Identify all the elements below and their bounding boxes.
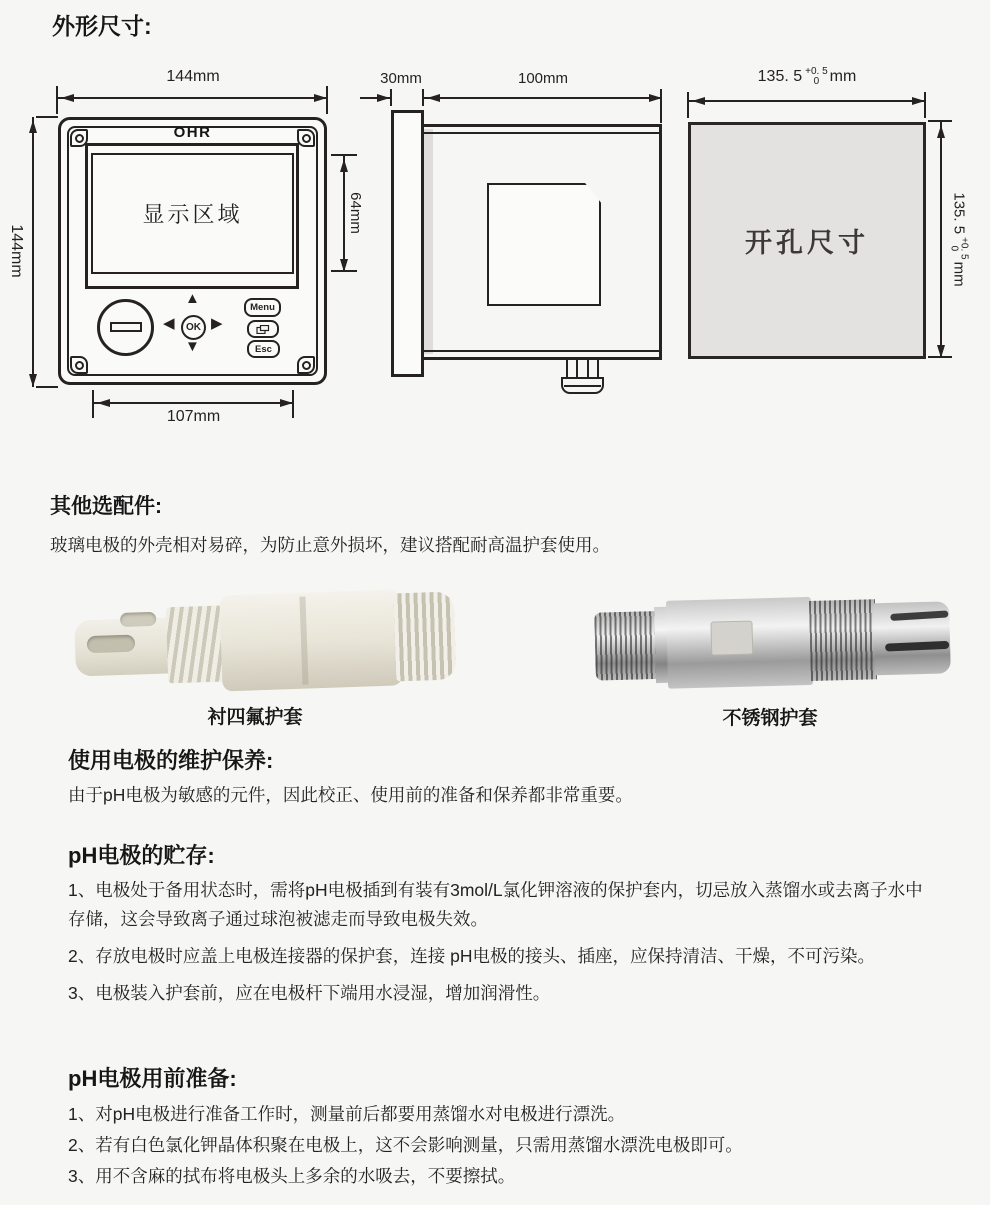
- dim-arrow: [937, 345, 945, 361]
- steel-body-tab: [710, 621, 753, 656]
- accessories-title: 其他选配件:: [50, 495, 162, 518]
- dim-value: 135. 5: [757, 68, 803, 85]
- display-area: 显示区域: [91, 153, 294, 274]
- tolerance-plus: +0. 5: [959, 237, 970, 260]
- tolerance-plus: +0. 5: [805, 66, 828, 77]
- tolerance-minus: 0: [949, 245, 960, 252]
- cutout-width-dim: [689, 67, 925, 87]
- tolerance: [805, 67, 828, 87]
- cutout-view-drawing: [0, 0, 990, 440]
- esc-key: Esc: [247, 340, 280, 358]
- accessories-intro: 玻璃电极的外壳相对易碎，为防止意外损坏，建议搭配耐高温护套使用。: [50, 535, 610, 555]
- preparation-item: 3、用不含麻的拭布将电极头上多余的水吸去，不要擦拭。: [68, 1166, 516, 1186]
- ptfe-tip-slot: [87, 635, 136, 654]
- tolerance-minus: 0: [813, 76, 820, 87]
- steel-sleeve-label: 不锈钢护套: [722, 708, 818, 729]
- dim-unit: mm: [950, 261, 968, 287]
- left-arrow-key-icon: ◀: [163, 315, 175, 332]
- dim-ext-line: [924, 92, 926, 118]
- front-height-dim: 144mm: [8, 224, 25, 278]
- maintenance-title: 使用电极的维护保养:: [68, 748, 274, 773]
- dim-arrow: [937, 122, 945, 138]
- ptfe-sleeve-label: 衬四氟护套: [207, 707, 303, 728]
- storage-list: [68, 876, 934, 1008]
- steel-sleeve-photo: [594, 593, 951, 692]
- dim-unit: mm: [829, 68, 857, 85]
- ptfe-sleeve-photo: [73, 585, 456, 698]
- dim-arrow: [689, 97, 705, 105]
- dim-line: [940, 122, 942, 358]
- ptfe-thread-end: [393, 591, 456, 681]
- outline-dimensions-title: 外形尺寸:: [52, 13, 152, 39]
- storage-item: 3、电极装入护套前，应在电极杆下端用水浸湿，增加润滑性。: [68, 983, 551, 1003]
- preparation-item: 1、对pH电极进行准备工作时，测量前后都要用蒸馏水对电极进行漂洗。: [68, 1104, 626, 1124]
- steel-thread-left: [594, 611, 658, 681]
- cutout-height-dim: [951, 181, 968, 299]
- side-front-depth-dim: 30mm: [380, 70, 422, 87]
- ptfe-body: [219, 589, 402, 691]
- front-bottom-dim: 107mm: [166, 408, 221, 425]
- menu-key: Menu: [244, 298, 281, 317]
- dim-line: [689, 100, 925, 102]
- front-width-dim: 144mm: [166, 68, 220, 85]
- maintenance-intro: 由于pH电极为敏感的元件，因此校正、使用前的准备和保养都非常重要。: [68, 785, 633, 805]
- storage-item: 1、电极处于备用状态时，需将pH电极插到有装有3mol/L氯化钾溶液的保护套内，切忌放入蒸馏水或去离子水中存储，这会导致离子通过球泡被滤走而导致电极失效。: [68, 880, 923, 929]
- ptfe-tip-slot: [120, 612, 156, 627]
- dim-ext-line: [687, 92, 689, 118]
- brand-logo: OHR: [173, 123, 212, 141]
- dim-arrow: [912, 97, 928, 105]
- up-arrow-key-icon: ▲: [185, 290, 200, 307]
- preparation-list: [68, 1099, 948, 1192]
- ptfe-thread-collar: [166, 605, 229, 683]
- side-body-depth-dim: 100mm: [517, 70, 569, 87]
- steel-thread-right: [809, 599, 877, 681]
- tolerance: [949, 237, 969, 260]
- dim-value: 135. 5: [950, 192, 968, 235]
- ok-key: OK: [181, 315, 206, 340]
- display-height-dim: 64mm: [347, 192, 365, 234]
- right-arrow-key-icon: ▶: [211, 315, 223, 332]
- cutout-square: 开孔尺寸: [688, 122, 926, 359]
- storage-title: pH电极的贮存:: [68, 843, 215, 868]
- down-arrow-key-icon: ▼: [185, 338, 200, 355]
- preparation-item: 2、若有白色氯化钾晶体积聚在电极上，这不会影响测量，只需用蒸馏水漂洗电极即可。: [68, 1135, 743, 1155]
- preparation-title: pH电极用前准备:: [68, 1066, 237, 1091]
- storage-item: 2、存放电极时应盖上电极连接器的保护套，连接 pH电极的接头、插座，应保持清洁、干燥，不可污染。: [68, 946, 875, 966]
